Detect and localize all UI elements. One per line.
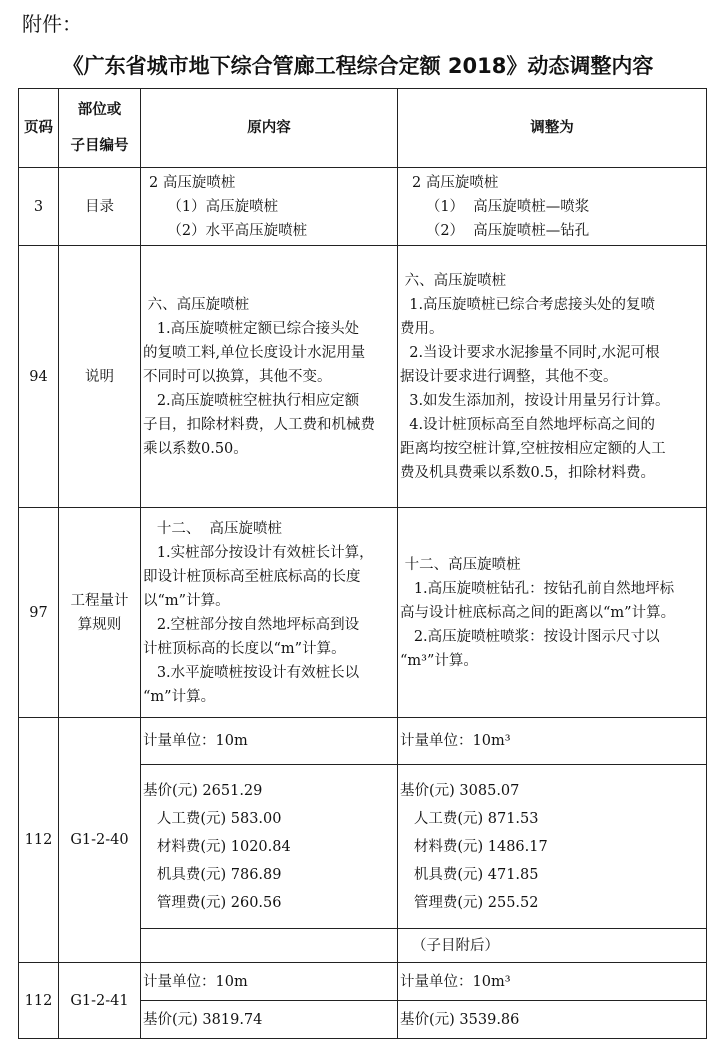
table-row — [19, 246, 707, 508]
attachment-label: 附件： — [22, 12, 82, 36]
text-line: 4.设计桩顶标高至自然地坪标高之间的 — [400, 416, 656, 433]
page-cell: 112 — [19, 718, 59, 963]
adjusted-prices — [398, 765, 707, 929]
text-line: 1.高压旋喷桩已综合考虑接头处的复喷 — [400, 296, 656, 313]
table-row — [19, 168, 707, 246]
price-line: 基价(元) 3085.07 — [400, 782, 520, 799]
header-original: 原内容 — [141, 89, 398, 168]
part-cell: G1-2-41 — [59, 963, 141, 1039]
original-cell — [141, 508, 398, 718]
table-row — [19, 963, 707, 1001]
original-empty — [141, 929, 398, 963]
document-title: 《广东省城市地下综合管廊工程综合定额 2018》动态调整内容 — [62, 54, 654, 78]
original-unit: 计量单位：10m — [141, 718, 398, 765]
text-line: 十二、 高压旋喷桩 — [143, 520, 283, 537]
price-line: 人工费(元) 871.53 — [400, 810, 539, 827]
price-line: 机具费(元) 471.85 — [400, 866, 539, 883]
text-line: （2） 高压旋喷桩—钻孔 — [412, 222, 590, 239]
original-cell — [141, 246, 398, 508]
text-line: 1.高压旋喷桩定额已综合接头处 — [143, 320, 360, 337]
text-line: 费用。 — [400, 320, 444, 337]
text-line: 1.高压旋喷桩钻孔：按钻孔前自然地坪标 — [400, 580, 675, 597]
text-line: 据设计要求进行调整，其他不变。 — [400, 368, 618, 385]
header-part-line: 部位或 — [77, 102, 122, 118]
adjusted-cell — [398, 246, 707, 508]
table-row — [19, 718, 707, 765]
text-line: 高与设计桩底标高之间的距离以“m”计算。 — [400, 604, 676, 621]
adjusted-price: 基价(元) 3539.86 — [398, 1001, 707, 1039]
text-line: 距离均按空桩计算,空桩按相应定额的人工 — [400, 440, 666, 457]
original-cell — [141, 168, 398, 246]
header-part — [59, 89, 141, 168]
text-line: 六、高压旋喷桩 — [400, 272, 507, 289]
part-line: 工程量计 — [70, 592, 129, 609]
price-line: 管理费(元) 255.52 — [400, 894, 539, 911]
original-price: 基价(元) 3819.74 — [141, 1001, 398, 1039]
page-cell: 112 — [19, 963, 59, 1039]
part-line: 算规则 — [77, 616, 122, 633]
text-line: 1.实桩部分按设计有效桩长计算， — [143, 544, 374, 561]
price-line: 基价(元) 2651.29 — [143, 782, 263, 799]
text-line: 2 高压旋喷桩 — [412, 174, 499, 191]
table-row — [19, 508, 707, 718]
text-line: 的复喷工料,单位长度设计水泥用量 — [143, 344, 366, 361]
header-adjusted: 调整为 — [398, 89, 707, 168]
header-part-line: 子目编号 — [70, 138, 129, 154]
text-line: 不同时可以换算，其他不变。 — [143, 368, 332, 385]
text-line: 计桩顶标高的长度以“m”计算。 — [143, 640, 346, 657]
text-line: 3.水平旋喷桩按设计有效桩长以 — [143, 664, 360, 681]
page-cell: 3 — [19, 168, 59, 246]
text-line: 3.如发生添加剂，按设计用量另行计算。 — [400, 392, 670, 409]
price-line: 材料费(元) 1020.84 — [143, 838, 291, 855]
part-cell: 说明 — [59, 246, 141, 508]
text-line: 2.高压旋喷桩空桩执行相应定额 — [143, 392, 360, 409]
part-cell: 目录 — [59, 168, 141, 246]
part-cell: G1-2-40 — [59, 718, 141, 963]
text-line: 费及机具费乘以系数0.5，扣除材料费。 — [400, 464, 656, 481]
price-line: 材料费(元) 1486.17 — [400, 838, 548, 855]
text-line: 乘以系数0.50。 — [143, 440, 248, 457]
adjusted-cell — [398, 508, 707, 718]
price-line: 机具费(元) 786.89 — [143, 866, 282, 883]
adjusted-unit: 计量单位：10m³ — [398, 963, 707, 1001]
text-line: （2）水平高压旋喷桩 — [149, 222, 308, 239]
text-line: “m³”计算。 — [400, 652, 478, 669]
text-line: 2 高压旋喷桩 — [149, 174, 236, 191]
table-header-row — [19, 89, 707, 168]
text-line: 2.高压旋喷桩喷浆：按设计图示尺寸以 — [400, 628, 660, 645]
text-line: 即设计桩顶标高至桩底标高的长度 — [143, 568, 361, 585]
adjusted-note: （子目附后） — [398, 929, 707, 963]
adjusted-unit: 计量单位：10m³ — [398, 718, 707, 765]
text-line: 2.空桩部分按自然地坪标高到设 — [143, 616, 360, 633]
price-line: 管理费(元) 260.56 — [143, 894, 282, 911]
text-line: （1）高压旋喷桩 — [149, 198, 279, 215]
text-line: 以“m”计算。 — [143, 592, 230, 609]
text-line: 六、高压旋喷桩 — [143, 296, 250, 313]
text-line: “m”计算。 — [143, 688, 216, 705]
header-page: 页码 — [19, 89, 59, 168]
price-line: 人工费(元) 583.00 — [143, 810, 282, 827]
adjustment-table — [18, 88, 707, 1039]
original-unit: 计量单位：10m — [141, 963, 398, 1001]
page-cell: 97 — [19, 508, 59, 718]
part-cell — [59, 508, 141, 718]
text-line: 子目，扣除材料费，人工费和机械费 — [143, 416, 375, 433]
adjusted-cell — [398, 168, 707, 246]
page-cell: 94 — [19, 246, 59, 508]
original-prices — [141, 765, 398, 929]
text-line: 十二、高压旋喷桩 — [400, 556, 521, 573]
text-line: （1） 高压旋喷桩—喷浆 — [412, 198, 590, 215]
text-line: 2.当设计要求水泥掺量不同时,水泥可根 — [400, 344, 660, 361]
